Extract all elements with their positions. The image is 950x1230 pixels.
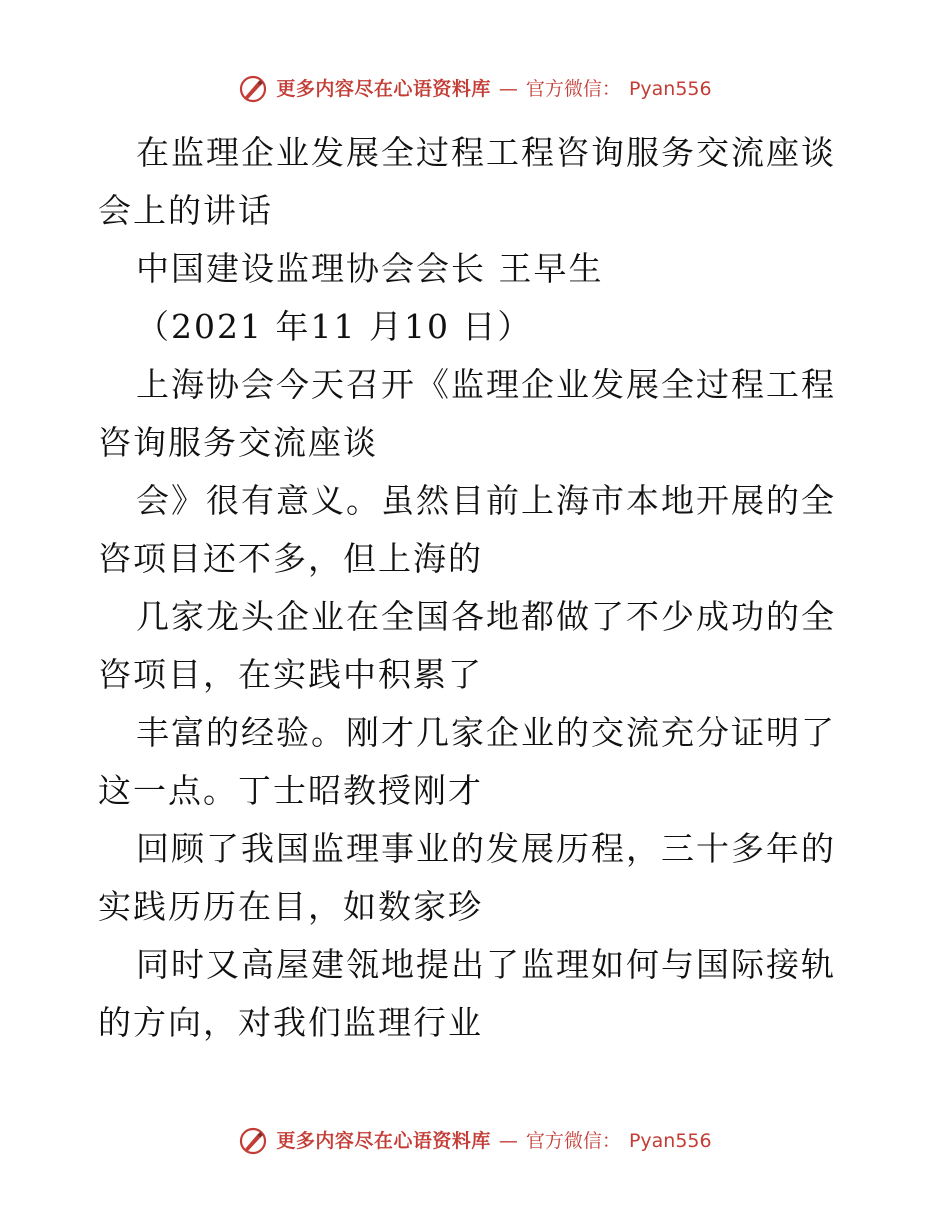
document-body bbox=[98, 124, 858, 1052]
footer-banner bbox=[0, 1126, 950, 1156]
header-banner bbox=[0, 74, 950, 104]
banner-wechat-id: Pyan556 bbox=[628, 78, 712, 100]
pen-circle-logo-icon bbox=[238, 1126, 268, 1156]
speech-date: （2021 年11 月10 日） bbox=[136, 307, 533, 346]
banner-wechat-label: 官方微信： bbox=[525, 1130, 621, 1152]
speaker-line: 中国建设监理协会会长 王早生 bbox=[136, 249, 604, 288]
body-paragraph: 上海协会今天召开《监理企业发展全过程工程咨询服务交流座谈 bbox=[98, 365, 836, 462]
body-paragraph: 几家龙头企业在全国各地都做了不少成功的全咨项目，在实践中积累了 bbox=[98, 597, 836, 694]
banner-main-text: 更多内容尽在心语资料库 bbox=[276, 1130, 491, 1152]
speech-title: 在监理企业发展全过程工程咨询服务交流座谈会上的讲话 bbox=[98, 133, 836, 230]
banner-wechat-id: Pyan556 bbox=[628, 1130, 712, 1152]
body-paragraph: 同时又高屋建瓴地提出了监理如何与国际接轨的方向，对我们监理行业 bbox=[98, 945, 836, 1042]
banner-wechat-label: 官方微信： bbox=[525, 78, 621, 100]
banner-main-text: 更多内容尽在心语资料库 bbox=[276, 78, 491, 100]
pen-circle-logo-icon bbox=[238, 74, 268, 104]
body-paragraph: 丰富的经验。刚才几家企业的交流充分证明了这一点。丁士昭教授刚才 bbox=[98, 713, 836, 810]
body-paragraph: 回顾了我国监理事业的发展历程，三十多年的实践历历在目，如数家珍 bbox=[98, 829, 836, 926]
banner-dash: — bbox=[498, 1130, 518, 1152]
body-paragraph: 会》很有意义。虽然目前上海市本地开展的全咨项目还不多，但上海的 bbox=[98, 481, 836, 578]
banner-dash: — bbox=[498, 78, 518, 100]
